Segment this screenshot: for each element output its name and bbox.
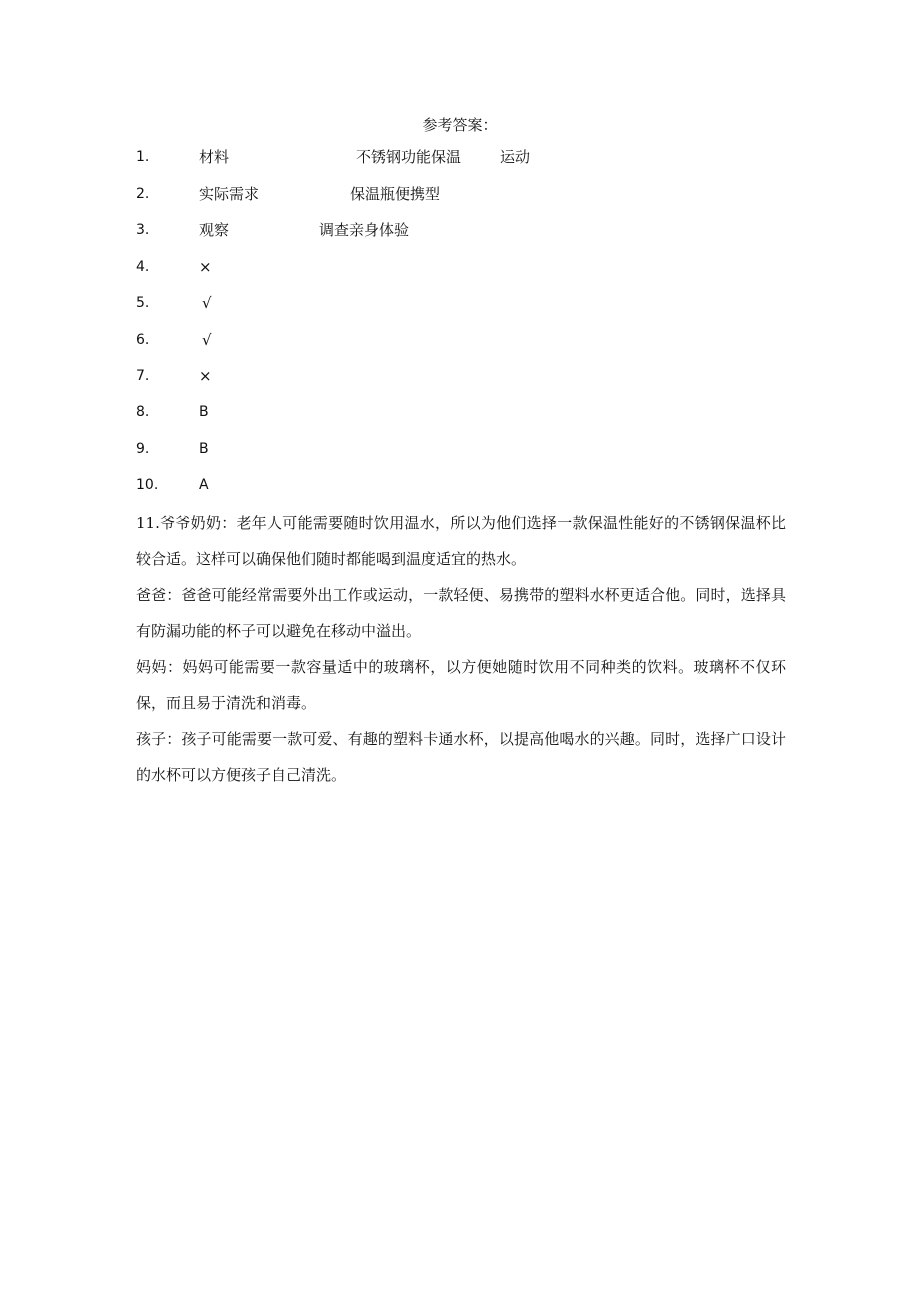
cross-mark: × (199, 258, 212, 276)
answer-row-6 (0, 329, 920, 351)
choice-letter: B (199, 441, 209, 457)
choice-letter: B (199, 404, 209, 420)
answer-blank-2: 不锈钢功能保温 (356, 148, 462, 166)
answer-row-5 (0, 292, 920, 314)
answer-number: 3. (136, 222, 150, 238)
answer-row-7 (0, 365, 920, 387)
answer-number: 8. (136, 404, 150, 420)
answer-row-10 (0, 474, 920, 496)
answer-number: 7. (136, 368, 150, 384)
cross-mark: × (199, 367, 212, 385)
answer-row-1 (0, 146, 920, 168)
answer-blank-1: 观察 (199, 221, 230, 239)
answer-blank-2: 保温瓶便携型 (350, 185, 441, 203)
answer-number: 6. (136, 332, 150, 348)
answer-number: 10. (136, 477, 159, 493)
check-mark: √ (202, 294, 212, 312)
answer-11-mother: 妈妈：妈妈可能需要一款容量适中的玻璃杯，以方便她随时饮用不同种类的饮料。玻璃杯不仅环保，而且易于清洗和消毒。 (136, 658, 786, 712)
answer-11-child: 孩子：孩子可能需要一款可爱、有趣的塑料卡通水杯，以提高他喝水的兴趣。同时，选择广口设计的水杯可以方便孩子自己清洗。 (136, 730, 786, 784)
answer-row-4 (0, 256, 920, 278)
answer-number: 1. (136, 149, 150, 165)
answer-row-9 (0, 438, 920, 460)
answer-row-3 (0, 219, 920, 241)
answer-number: 9. (136, 441, 150, 457)
answer-blank-1: 实际需求 (199, 185, 260, 203)
choice-letter: A (199, 477, 209, 493)
answer-row-8 (0, 401, 920, 423)
answer-number: 2. (136, 186, 150, 202)
check-mark: √ (202, 331, 212, 349)
answer-number: 4. (136, 259, 150, 275)
answer-blank-3: 运动 (500, 148, 531, 166)
answer-blank-2: 调查亲身体验 (319, 221, 410, 239)
answer-row-2 (0, 183, 920, 205)
answer-number: 5. (136, 295, 150, 311)
answer-11-grandparents: 11.爷爷奶奶：老年人可能需要随时饮用温水，所以为他们选择一款保温性能好的不锈钢保温杯比较合适。这样可以确保他们随时都能喝到温度适宜的热水。 (136, 514, 786, 568)
answer-11-father: 爸爸：爸爸可能经常需要外出工作或运动，一款轻便、易携带的塑料水杯更适合他。同时，选择具有防漏功能的杯子可以避免在移动中溢出。 (136, 586, 786, 640)
page-title: 参考答案： (422, 116, 498, 134)
answer-blank-1: 材料 (199, 148, 230, 166)
